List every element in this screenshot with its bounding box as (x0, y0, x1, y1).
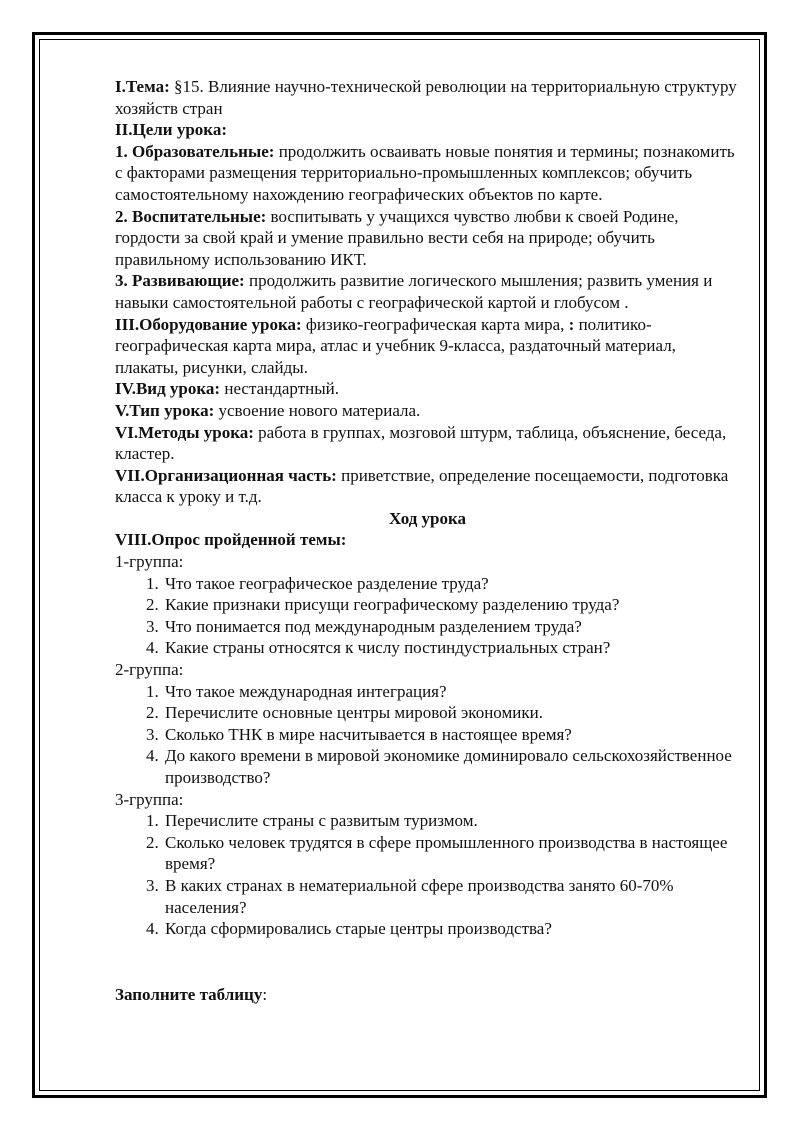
list-item: 4. Когда сформировались старые центры производства? (163, 918, 740, 940)
group-1-label: 1-группа: (115, 552, 184, 572)
list-item: 2. Перечислите основные центры мировой экономики. (163, 702, 740, 724)
goal-upbringing: 2. Воспитательные: воспитывать у учащихся чувство любви к своей Родине, гордости за свой край и умение правильно вести себя на природе; обучить правильному использованию ИКТ. (115, 206, 679, 269)
survey-heading: VIII.Опрос пройденной темы: (115, 530, 347, 550)
list-item: 4. До какого времени в мировой экономике доминировало сельскохозяйственное производство? (163, 745, 740, 788)
topic-text: §15. Влияние научно-технической революции на территориальную структуру хозяйств стран (115, 77, 737, 118)
list-item: 3. Сколько ТНК в мире насчитывается в настоящее время? (163, 724, 740, 746)
group-3-questions (115, 810, 740, 940)
group-2-label: 2-группа: (115, 660, 184, 680)
methods-line: VI.Методы урока: работа в группах, мозговой штурм, таблица, объяснение, беседа, кластер. (115, 422, 727, 464)
lesson-type-line: V.Тип урока: усвоение нового материала. (115, 400, 421, 420)
table-task-line: Заполните таблицу: (115, 984, 268, 1004)
list-item: 1. Что такое международная интеграция? (163, 681, 740, 703)
lesson-progress-title: Ход урока (388, 508, 467, 528)
list-item: 3. В каких странах в нематериальной сфере производства занято 60-70% населения? (163, 875, 740, 918)
list-item: 2. Сколько человек трудятся в сфере промышленного производства в настоящее время? (163, 832, 740, 875)
topic-label: I.Тема: (115, 77, 170, 96)
group-1-questions (115, 573, 740, 659)
spacer (115, 940, 740, 962)
list-item: 1. Перечислите страны с развитым туризмом. (163, 810, 740, 832)
list-item: 1. Что такое географическое разделение труда? (163, 573, 740, 595)
goals-heading: II.Цели урока: (115, 120, 227, 140)
group-3-label: 3-группа: (115, 789, 184, 809)
goal-educational: 1. Образовательные: продолжить осваивать новые понятия и термины; познакомить с факторами размещения территориально-промышленных комплексов; обучить самостоятельному нахождению географических объектов по карте. (115, 141, 735, 204)
org-line: VII.Организационная часть: приветствие, определение посещаемости, подготовка класса к уроку и т.д. (115, 465, 729, 507)
list-item: 4. Какие страны относятся к числу постиндустриальных стран? (163, 637, 740, 659)
goal-developing: 3. Развивающие: продолжить развитие логического мышления; развить умения и навыки самостоятельной работы с географической картой и глобусом . (115, 271, 713, 312)
list-item: 3. Что понимается под международным разделением труда? (163, 616, 740, 638)
lesson-plan-document (115, 76, 740, 1005)
lesson-kind-line: IV.Вид урока: нестандартный. (115, 379, 340, 399)
list-item: 2. Какие признаки присущи географическому разделению труда? (163, 594, 740, 616)
spacer (115, 962, 740, 984)
group-2-questions (115, 681, 740, 789)
topic-line (115, 76, 740, 119)
equipment-line: III.Оборудование урока: физико-географическая карта мира, : политико-географическая карта мира, атлас и учебник 9-класса, раздаточный материал, плакаты, рисунки, слайды. (115, 314, 676, 377)
